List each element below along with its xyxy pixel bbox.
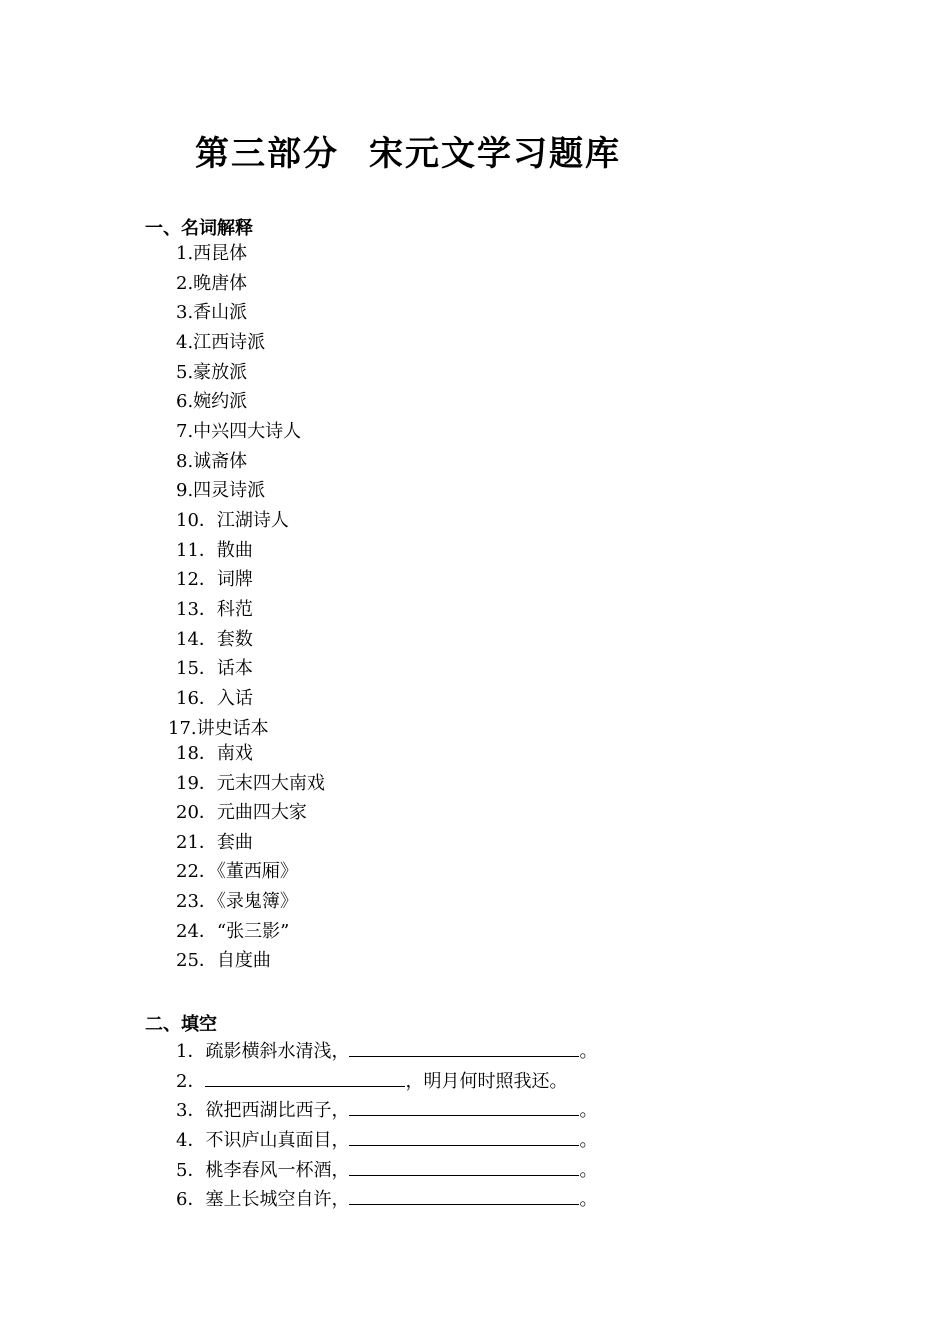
prompt-text: ，明月何时照我还。 [405,1071,568,1092]
term-item: 11．散曲 [176,540,253,561]
fill-blank-item [176,1040,597,1063]
term-item: 6.婉约派 [176,391,248,412]
fill-blank-item [176,1070,567,1093]
term-item: 19．元末四大南戏 [176,773,325,794]
fill-blank-item [176,1129,597,1152]
item-number: 1． [176,1041,206,1062]
page-title [195,126,621,175]
term-item: 24．“张三影” [176,921,290,942]
answer-blank[interactable] [349,1159,579,1176]
term-item: 14．套数 [176,629,253,650]
term-item: 17.讲史话本 [168,718,269,739]
prompt-text: 。 [579,1160,598,1181]
prompt-text: 。 [579,1189,598,1210]
term-item: 1.西昆体 [176,243,248,264]
term-item: 13．科范 [176,599,253,620]
item-number: 3． [176,1100,206,1121]
term-item: 21．套曲 [176,832,253,853]
term-item: 10．江湖诗人 [176,510,289,531]
answer-blank[interactable] [349,1099,579,1116]
item-number: 5． [176,1160,206,1181]
item-number: 6． [176,1189,206,1210]
section-heading-fill-blank: 二、填空 [145,1014,217,1035]
term-item: 8.诚斋体 [176,451,248,472]
term-item: 3.香山派 [176,302,248,323]
title-part: 第三部分 [195,134,339,174]
term-item: 9.四灵诗派 [176,480,266,501]
answer-blank[interactable] [205,1070,405,1087]
prompt-text: 。 [579,1041,598,1062]
term-item: 20．元曲四大家 [176,802,307,823]
term-item: 25．自度曲 [176,950,271,971]
term-item: 2.晚唐体 [176,273,248,294]
term-item: 23．《录鬼簿》 [176,891,298,912]
prompt-text: 不识庐山真面目， [205,1130,350,1151]
term-item: 15．话本 [176,658,253,679]
prompt-text: 桃李春风一杯酒， [205,1160,350,1181]
item-number: 4． [176,1130,206,1151]
prompt-text: 。 [579,1130,598,1151]
title-subject: 宋元文学习题库 [369,134,621,174]
term-item: 7.中兴四大诗人 [176,421,302,442]
prompt-text: 塞上长城空自许， [205,1189,350,1210]
prompt-text: 。 [579,1100,598,1121]
answer-blank[interactable] [349,1188,579,1205]
answer-blank[interactable] [349,1040,579,1057]
term-item: 4.江西诗派 [176,332,266,353]
fill-blank-item [176,1159,597,1182]
fill-blank-item [176,1188,597,1211]
term-item: 18．南戏 [176,743,253,764]
prompt-text: 疏影横斜水清浅， [205,1041,350,1062]
term-item: 22．《董西厢》 [176,861,298,882]
term-item: 12．词牌 [176,569,253,590]
answer-blank[interactable] [349,1129,579,1146]
item-number: 2． [176,1071,206,1092]
term-item: 16．入话 [176,688,253,709]
term-item: 5.豪放派 [176,362,248,383]
fill-blank-item [176,1099,597,1122]
section-heading-terms: 一、名词解释 [145,218,253,239]
prompt-text: 欲把西湖比西子， [205,1100,350,1121]
